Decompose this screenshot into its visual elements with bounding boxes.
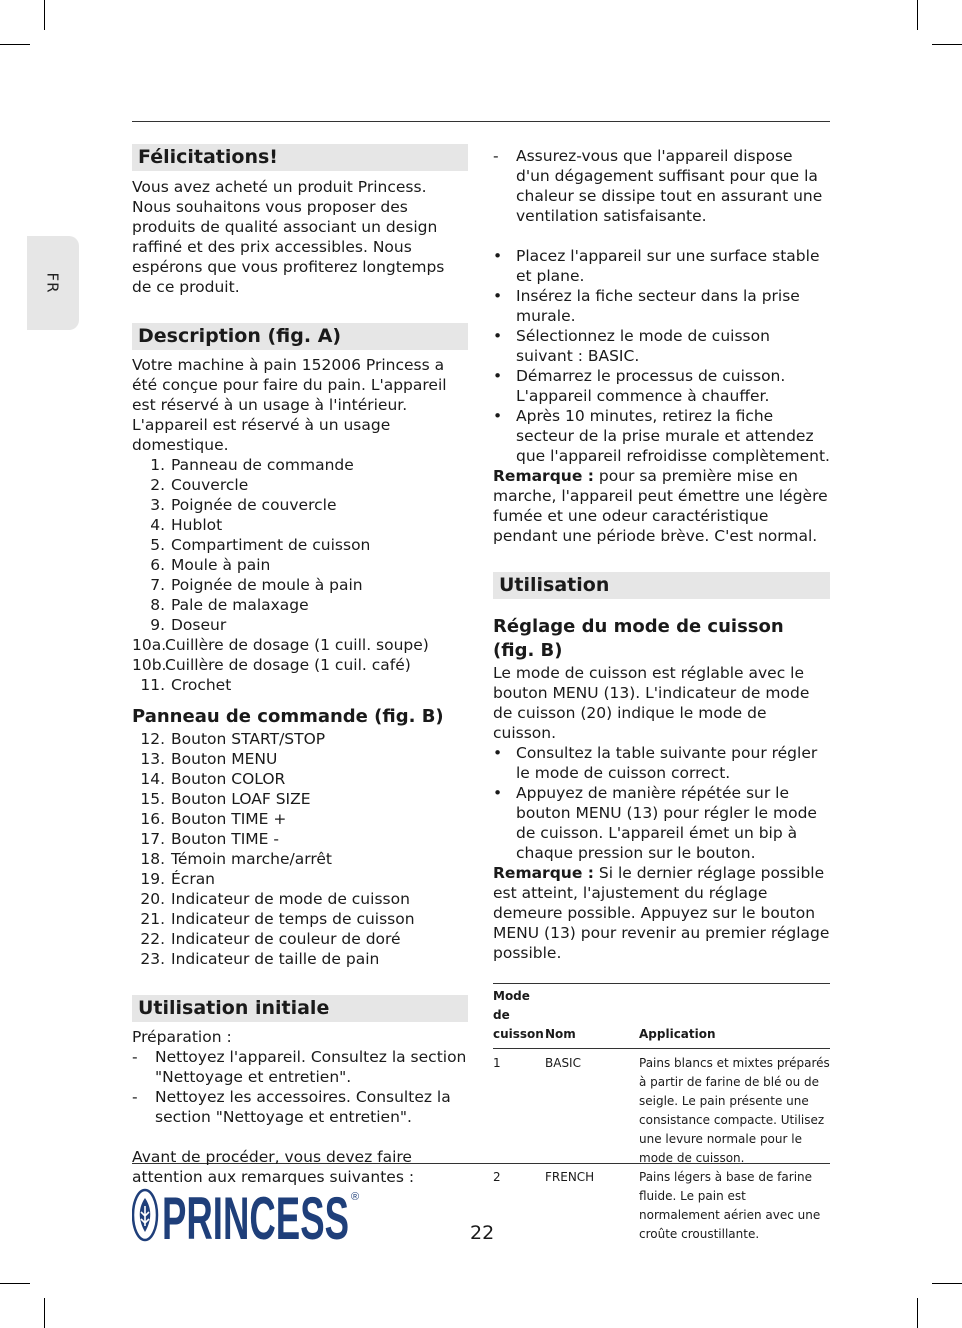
item-number: 17. <box>140 830 165 848</box>
dash-marker: - <box>132 1088 138 1106</box>
item-number: 1. <box>150 456 165 474</box>
item-label: Doseur <box>171 616 227 634</box>
item-label: Hublot <box>171 516 223 534</box>
list-item <box>493 326 830 366</box>
list-item <box>132 849 468 869</box>
item-number: 20. <box>140 890 165 908</box>
list-item <box>493 743 830 783</box>
item-number: 12. <box>140 730 165 748</box>
list-item <box>132 869 468 889</box>
reglage-bullet-list <box>493 743 830 863</box>
cell-application: Pains blancs et mixtes préparés à partir de farine de blé ou de seigle. Le pain présente une consistance compacte. Utilisez une levure normale pour le mode de cuisson. <box>639 1056 830 1165</box>
item-label: Bouton COLOR <box>171 770 286 788</box>
list-item <box>132 475 468 495</box>
item-label: Bouton TIME - <box>171 830 279 848</box>
item-number: 16. <box>140 810 165 828</box>
list-item <box>132 1047 468 1087</box>
item-number: 23. <box>140 950 165 968</box>
list-item <box>132 595 468 615</box>
princess-logo <box>132 1186 364 1248</box>
crop-mark <box>917 0 918 30</box>
item-label: Cuillère de dosage (1 cuill. soupe) <box>165 636 429 654</box>
list-item <box>493 406 830 466</box>
list-item <box>132 929 468 949</box>
remarks-dash-list <box>493 146 830 226</box>
item-label: Indicateur de mode de cuisson <box>171 890 410 908</box>
item-label: Indicateur de taille de pain <box>171 950 380 968</box>
crop-mark <box>0 44 30 45</box>
list-item <box>132 789 468 809</box>
item-text: Appuyez de manière répétée sur le bouton MENU (13) pour régler le mode de cuisson. L'appareil émet un bip à chaque pression sur le bouton. <box>516 784 817 862</box>
list-item <box>132 495 468 515</box>
table-header-row <box>493 984 830 1049</box>
cell-nom: FRENCH <box>545 1170 595 1184</box>
felicitations-heading: Félicitations! <box>132 144 468 171</box>
dash-marker: - <box>132 1048 138 1066</box>
header-nom: Nom <box>545 984 639 1049</box>
remark-text: Si le dernier réglage possible est atteint, l'ajustement du réglage demeure possible. Appuyez sur le bouton MENU (13) pour revenir au premier réglage possible. <box>493 864 830 962</box>
page-number: 22 <box>470 1222 495 1244</box>
crop-mark <box>917 1298 918 1328</box>
item-label: Couvercle <box>171 476 249 494</box>
list-item <box>132 749 468 769</box>
item-text: Nettoyez les accessoires. Consultez la section "Nettoyage et entretien". <box>155 1088 451 1126</box>
utilisation-initiale-heading: Utilisation initiale <box>132 995 468 1022</box>
list-item <box>132 535 468 555</box>
list-item <box>493 366 830 406</box>
bullet-marker: • <box>493 784 503 802</box>
item-text: Consultez la table suivante pour régler le mode de cuisson correct. <box>516 744 818 782</box>
panneau-list <box>132 729 468 969</box>
language-tab-label: FR <box>44 272 62 294</box>
mode-table <box>493 983 830 1244</box>
item-label: Poignée de couvercle <box>171 496 337 514</box>
list-item <box>132 949 468 969</box>
item-number: 22. <box>140 930 165 948</box>
princess-crest-icon <box>132 1186 364 1244</box>
item-text: Insérez la fiche secteur dans la prise murale. <box>516 287 800 325</box>
bullet-marker: • <box>493 247 503 265</box>
item-label: Pale de malaxage <box>171 596 309 614</box>
item-label: Bouton LOAF SIZE <box>171 790 311 808</box>
list-item <box>132 769 468 789</box>
crop-mark <box>932 1283 962 1284</box>
list-item <box>132 635 468 655</box>
list-item <box>132 729 468 749</box>
right-column <box>493 146 830 1244</box>
item-label: Cuillère de dosage (1 cuil. café) <box>165 656 411 674</box>
item-label: Poignée de moule à pain <box>171 576 363 594</box>
item-label: Témoin marche/arrêt <box>171 850 332 868</box>
bullet-marker: • <box>493 367 503 385</box>
preparation-label: Préparation : <box>132 1028 232 1046</box>
crop-mark <box>44 1298 45 1328</box>
item-text: Après 10 minutes, retirez la fiche secteur de la prise murale et attendez que l'appareil refroidisse complètement. <box>516 407 830 465</box>
cell-mode: 1 <box>493 1056 501 1070</box>
list-item <box>132 1087 468 1127</box>
description-intro: Votre machine à pain 152006 Princess a été conçue pour faire du pain. L'appareil est réservé à un usage à l'intérieur. L'appareil est réservé à un usage domestique. <box>132 356 447 454</box>
item-label: Crochet <box>171 676 232 694</box>
item-number: 10b. <box>132 656 167 674</box>
first-use-remark <box>493 466 830 546</box>
list-item <box>132 889 468 909</box>
list-item <box>132 655 468 675</box>
list-item <box>132 455 468 475</box>
item-text: Nettoyez l'appareil. Consultez la section "Nettoyage et entretien". <box>155 1048 467 1086</box>
item-text: Assurez-vous que l'appareil dispose d'un dégagement suffisant pour que la chaleur se dissipe tout en assurant une ventilation satisfaisante. <box>516 147 823 225</box>
description-heading: Description (fig. A) <box>132 323 468 350</box>
remark-label: Remarque : <box>493 467 594 485</box>
item-label: Écran <box>171 870 216 888</box>
bullet-marker: • <box>493 327 503 345</box>
item-label: Panneau de commande <box>171 456 354 474</box>
remark-label: Remarque : <box>493 864 594 882</box>
item-number: 4. <box>150 516 165 534</box>
reglage-remark <box>493 863 830 963</box>
list-item <box>132 809 468 829</box>
list-item <box>132 555 468 575</box>
utilisation-heading: Utilisation <box>493 572 830 599</box>
item-number: 21. <box>140 910 165 928</box>
brand-registered-mark: ® <box>351 1191 360 1203</box>
item-number: 6. <box>150 556 165 574</box>
reglage-intro: Le mode de cuisson est réglable avec le bouton MENU (13). L'indicateur de mode de cuisson (20) indique le mode de cuisson. <box>493 664 810 742</box>
crop-mark <box>44 0 45 30</box>
item-text: Sélectionnez le mode de cuisson suivant : BASIC. <box>516 327 770 365</box>
list-item <box>132 515 468 535</box>
item-label: Bouton START/STOP <box>171 730 326 748</box>
item-number: 18. <box>140 850 165 868</box>
bullet-marker: • <box>493 407 503 425</box>
header-mode: Mode de cuisson <box>493 984 545 1049</box>
item-number: 3. <box>150 496 165 514</box>
bullet-marker: • <box>493 744 503 762</box>
top-rule <box>132 121 830 122</box>
language-tab <box>27 236 79 330</box>
panneau-heading: Panneau de commande (fig. B) <box>132 706 444 727</box>
bullet-marker: • <box>493 287 503 305</box>
item-label: Bouton TIME + <box>171 810 287 828</box>
list-item <box>132 675 468 695</box>
item-label: Bouton MENU <box>171 750 278 768</box>
item-label: Compartiment de cuisson <box>171 536 371 554</box>
table-row <box>493 1049 830 1169</box>
dash-marker: - <box>493 147 499 165</box>
list-item <box>493 286 830 326</box>
item-number: 14. <box>140 770 165 788</box>
item-number: 15. <box>140 790 165 808</box>
cell-nom: BASIC <box>545 1056 581 1070</box>
felicitations-line-2: Nous souhaitons vous proposer des produits de qualité associant un design raffiné et des prix accessibles. Nous espérons que vous profiterez longtemps de ce produit. <box>132 198 445 296</box>
item-label: Indicateur de couleur de doré <box>171 930 401 948</box>
item-label: Indicateur de temps de cuisson <box>171 910 415 928</box>
reglage-heading: Réglage du mode de cuisson (fig. B) <box>493 616 784 661</box>
remarks-bullet-list <box>493 246 830 466</box>
item-number: 13. <box>140 750 165 768</box>
item-number: 2. <box>150 476 165 494</box>
felicitations-line-1: Vous avez acheté un produit Princess. <box>132 178 427 196</box>
item-number: 5. <box>150 536 165 554</box>
item-text: Placez l'appareil sur une surface stable et plane. <box>516 247 820 285</box>
list-item <box>132 615 468 635</box>
item-number: 8. <box>150 596 165 614</box>
list-item <box>132 575 468 595</box>
before-note: Avant de procéder, vous devez faire attention aux remarques suivantes : <box>132 1148 415 1186</box>
crop-mark <box>0 1283 30 1284</box>
table-row <box>493 1168 830 1244</box>
list-item <box>493 246 830 286</box>
list-item <box>493 783 830 863</box>
item-number: 7. <box>150 576 165 594</box>
preparation-list <box>132 1047 468 1127</box>
list-item <box>132 829 468 849</box>
list-item <box>132 909 468 929</box>
item-number: 9. <box>150 616 165 634</box>
left-column <box>132 144 468 1187</box>
cell-application: Pains légers à base de farine fluide. Le pain est normalement aérien avec une croûte croustillante. <box>639 1170 821 1241</box>
list-item <box>493 146 830 226</box>
brand-name: PRINCESS <box>162 1186 349 1244</box>
item-number: 11. <box>140 676 165 694</box>
header-application: Application <box>639 984 830 1049</box>
item-number: 19. <box>140 870 165 888</box>
remark-text: pour sa première mise en marche, l'appareil peut émettre une légère fumée et une odeur caractéristique pendant une période brève. C'est normal. <box>493 467 828 545</box>
description-list <box>132 455 468 695</box>
item-number: 10a. <box>132 636 167 654</box>
crop-mark <box>932 44 962 45</box>
item-label: Moule à pain <box>171 556 271 574</box>
cell-mode: 2 <box>493 1170 501 1184</box>
item-text: Démarrez le processus de cuisson. L'appareil commence à chauffer. <box>516 367 786 405</box>
